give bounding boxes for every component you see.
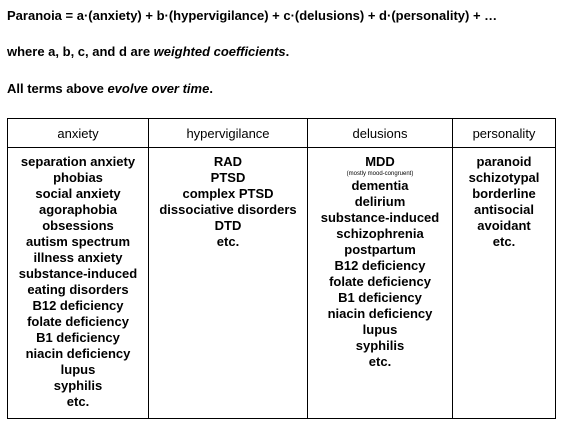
coefficients-prefix: where a, b, c, and d are (7, 44, 154, 59)
evolve-prefix: All terms above (7, 81, 108, 96)
list-item: illness anxiety (33, 250, 123, 265)
list-item: complex PTSD (182, 186, 274, 201)
column-personality (453, 148, 556, 419)
list-item: obsessions (42, 218, 114, 233)
list-item: MDD (365, 154, 395, 169)
list-item: folate deficiency (329, 274, 431, 289)
category-table (7, 118, 556, 419)
list-item: schizophrenia (336, 226, 424, 241)
coefficients-suffix: . (285, 44, 290, 59)
list-item: borderline (472, 186, 536, 201)
list-item: separation anxiety (20, 154, 136, 169)
list-item: paranoid (476, 154, 532, 169)
list-item: etc. (66, 394, 90, 409)
column-hypervigilance (149, 148, 308, 419)
list-item: DTD (214, 218, 242, 233)
list-item: social anxiety (35, 186, 121, 201)
list-item: phobias (53, 170, 103, 185)
list-item: B12 deficiency (32, 298, 124, 313)
header-delusions: delusions (308, 119, 453, 148)
coefficients-line (7, 44, 289, 60)
list-item: syphilis (355, 338, 405, 353)
list-item: etc. (216, 234, 240, 249)
list-item: B1 deficiency (36, 330, 120, 345)
list-item: antisocial (474, 202, 534, 217)
formula-line (7, 8, 497, 24)
list-item: lupus (362, 322, 398, 337)
evolve-line (7, 81, 213, 97)
list-item: autism spectrum (25, 234, 131, 249)
header-anxiety: anxiety (8, 119, 149, 148)
list-item: etc. (368, 354, 392, 369)
list-item: lupus (60, 362, 96, 377)
list-item: dementia (351, 178, 409, 193)
list-item: substance-induced (18, 266, 138, 281)
list-item: avoidant (477, 218, 531, 233)
list-item: RAD (213, 154, 243, 169)
list-item: niacin deficiency (25, 346, 131, 361)
header-personality: personality (453, 119, 556, 148)
list-item: substance-induced (320, 210, 440, 225)
list-item: eating disorders (27, 282, 129, 297)
list-item: niacin deficiency (327, 306, 433, 321)
list-item: PTSD (210, 170, 246, 185)
coefficients-emphasis: weighted coefficients (153, 44, 286, 59)
list-item: delirium (354, 194, 406, 209)
list-item: schizotypal (468, 170, 540, 185)
list-item: postpartum (344, 242, 416, 257)
evolve-suffix: . (209, 81, 213, 96)
formula-text: Paranoia = a·(anxiety) + b·(hypervigilance) + c·(delusions) + d·(personality) + … (7, 8, 498, 23)
table-body-row (8, 148, 556, 419)
list-item-note: (mostly mood-congruent) (346, 171, 414, 177)
evolve-emphasis: evolve over time (107, 81, 210, 96)
list-item: folate deficiency (27, 314, 129, 329)
header-hypervigilance: hypervigilance (149, 119, 308, 148)
column-delusions (308, 148, 453, 419)
table-header-row (8, 119, 556, 148)
list-item: B12 deficiency (334, 258, 426, 273)
list-item: etc. (492, 234, 516, 249)
list-item: agoraphobia (38, 202, 117, 217)
list-item: dissociative disorders (159, 202, 297, 217)
list-item: syphilis (53, 378, 103, 393)
list-item: B1 deficiency (338, 290, 422, 305)
column-anxiety (8, 148, 149, 419)
